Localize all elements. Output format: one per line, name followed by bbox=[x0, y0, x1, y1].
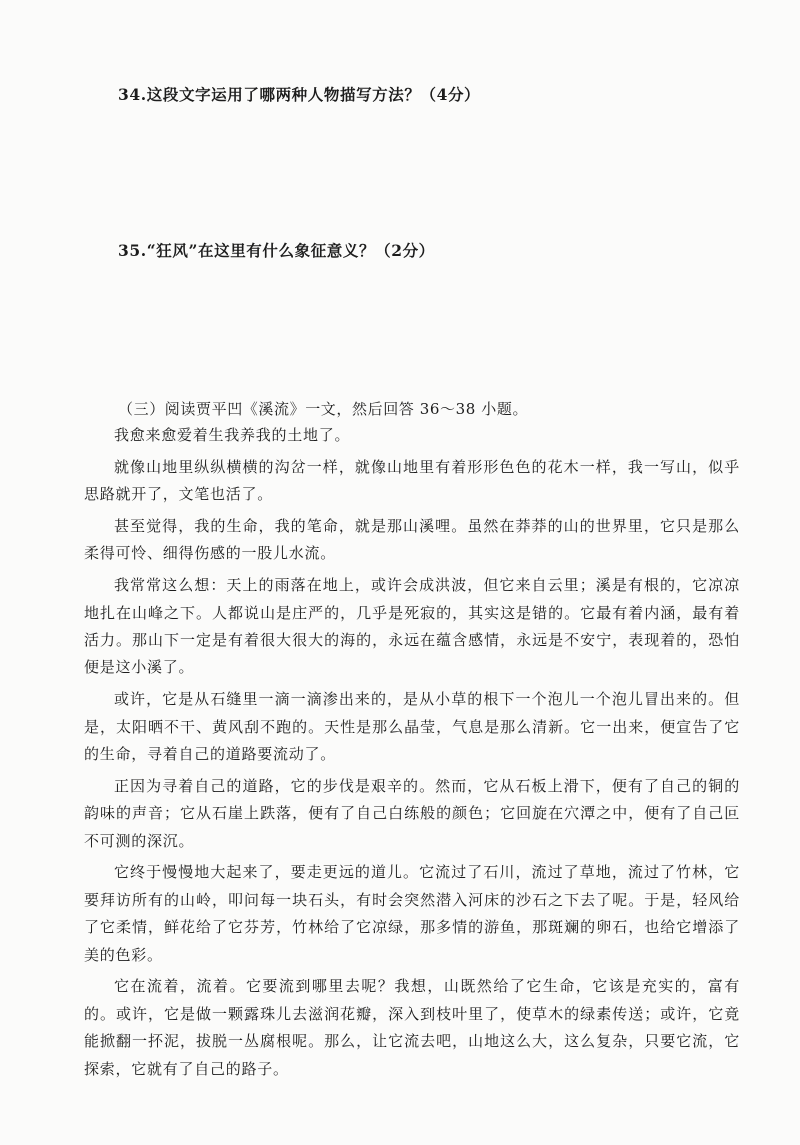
question-34: 34.这段文字运用了哪两种人物描写方法？（4分） bbox=[118, 85, 481, 104]
passage-paragraph-1: 我愈来愈爱着生我养我的土地了。 bbox=[114, 426, 351, 444]
passage-paragraph-6: 正因为寻着自己的道路，它的步伐是艰辛的。然而，它从石板上滑下，便有了自己的铜的韵味的声音；它从石崖上跌落，便有了自己白练般的颜色；它回旋在穴潭之中，便有了自己叵不可测的深沉。 bbox=[84, 776, 740, 850]
passage-paragraph-5: 或许，它是从石缝里一滴一滴渗出来的，是从小草的根下一个泡儿一个泡儿冒出来的。但是，太阳晒不干、黄风刮不跑的。天性是那么晶莹，气息是那么清新。它一出来，便宣告了它的生命，寻着自己的道路要流动了。 bbox=[84, 690, 740, 764]
passage-paragraph-3: 甚至觉得，我的生命，我的笔命，就是那山溪哩。虽然在莽莽的山的世界里，它只是那么柔得可怜、细得伤感的一股儿水流。 bbox=[84, 517, 740, 563]
section-title: （三）阅读贾平凹《溪流》一文，然后回答 36～38 小题。 bbox=[118, 400, 529, 418]
passage bbox=[84, 422, 740, 1087]
passage-paragraph-8: 它在流着，流着。它要流到哪里去呢？我想，山既然给了它生命，它该是充实的，富有的。或许，它是做一颗露珠儿去滋润花瓣，深入到枝叶里了，使草木的绿素传送；或许，它竟能掀翻一抔泥，拔脱一丛腐根呢。那么，让它流去吧，山地这么大，这么复杂，只要它流，它探索，它就有了自己的路子。 bbox=[84, 977, 740, 1078]
question-35: 35.“狂风”在这里有什么象征意义？（2分） bbox=[118, 241, 435, 260]
passage-paragraph-2: 就像山地里纵纵横横的沟岔一样，就像山地里有着形形色色的花木一样，我一写山，似乎思路就开了，文笔也活了。 bbox=[84, 457, 740, 504]
passage-paragraph-7: 它终于慢慢地大起来了，要走更远的道儿。它流过了石川，流过了草地，流过了竹林，它要拜访所有的山岭，叩问每一块石头，有时会突然潜入河床的沙石之下去了呢。于是，轻风给了它柔情，鲜花给了它芬芳，竹林给了它凉绿，那多情的游鱼，那斑斓的卵石，也给它增添了美的色彩。 bbox=[84, 863, 740, 964]
passage-paragraph-4: 我常常这么想：天上的雨落在地上，或许会成洪波，但它来自云里；溪是有根的，它凉凉地扎在山峰之下。人都说山是庄严的，几乎是死寂的，其实这是错的。它最有着内涵，最有着活力。那山下一定是有着很大很大的海的，永远在蕴含感情，永远是不安宁，表现着的，恐怕便是这小溪了。 bbox=[84, 576, 740, 677]
